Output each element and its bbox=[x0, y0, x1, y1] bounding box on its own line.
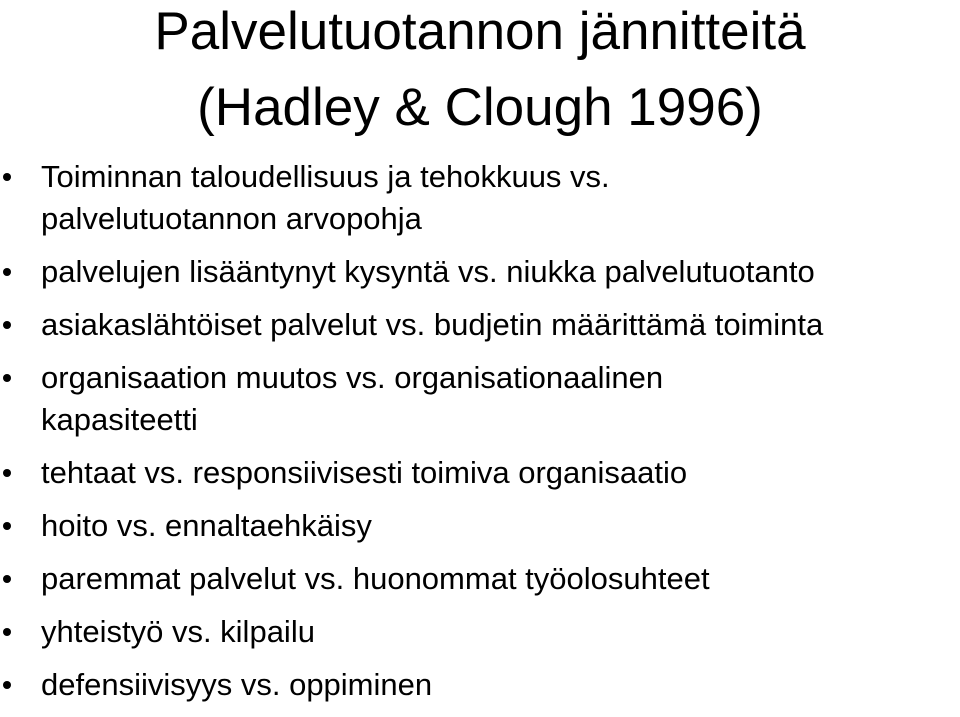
bullet-item-4 bbox=[0, 357, 960, 441]
bullet-text: hoito vs. ennaltaehkäisy bbox=[41, 508, 372, 543]
bullet-dot-icon bbox=[3, 173, 11, 181]
bullet-text: kapasiteetti bbox=[41, 402, 198, 437]
bullet-text: paremmat palvelut vs. huonommat työolosuhteet bbox=[41, 561, 710, 596]
slide-title bbox=[0, 0, 960, 146]
bullet-item-8 bbox=[0, 611, 960, 653]
bullet-item-5 bbox=[0, 452, 960, 494]
bullet-dot-icon bbox=[3, 469, 11, 477]
bullet-item-2 bbox=[0, 251, 960, 293]
bullet-dot-icon bbox=[3, 321, 11, 329]
bullet-item-7 bbox=[0, 558, 960, 600]
bullet-dot-icon bbox=[3, 628, 11, 636]
bullet-dot-icon bbox=[3, 575, 11, 583]
bullet-text: Toiminnan taloudellisuus ja tehokkuus vs. bbox=[41, 159, 610, 194]
bullet-text: palvelutuotannon arvopohja bbox=[41, 201, 422, 236]
bullet-text: tehtaat vs. responsiivisesti toimiva organisaatio bbox=[41, 455, 688, 490]
bullet-text: yhteistyö vs. kilpailu bbox=[41, 614, 315, 649]
bullet-text: organisaation muutos vs. organisationaalinen bbox=[41, 360, 664, 395]
bullet-dot-icon bbox=[3, 374, 11, 382]
bullet-text: defensiivisyys vs. oppiminen bbox=[41, 667, 433, 702]
slide-title-line-1: Palvelutuotannon jännitteitä bbox=[154, 2, 806, 61]
bullet-item-3 bbox=[0, 304, 960, 346]
bullet-dot-icon bbox=[3, 522, 11, 530]
bullet-dot-icon bbox=[3, 681, 11, 689]
bullet-item-6 bbox=[0, 505, 960, 547]
bullet-text: asiakaslähtöiset palvelut vs. budjetin määrittämä toiminta bbox=[41, 307, 824, 342]
bullet-text: palvelujen lisääntynyt kysyntä vs. niukka palvelutuotanto bbox=[41, 254, 815, 289]
slide-title-line-2: (Hadley & Clough 1996) bbox=[197, 78, 763, 137]
bullet-list bbox=[0, 156, 960, 717]
bullet-dot-icon bbox=[3, 268, 11, 276]
bullet-item-9 bbox=[0, 664, 960, 706]
bullet-item-1 bbox=[0, 156, 960, 240]
